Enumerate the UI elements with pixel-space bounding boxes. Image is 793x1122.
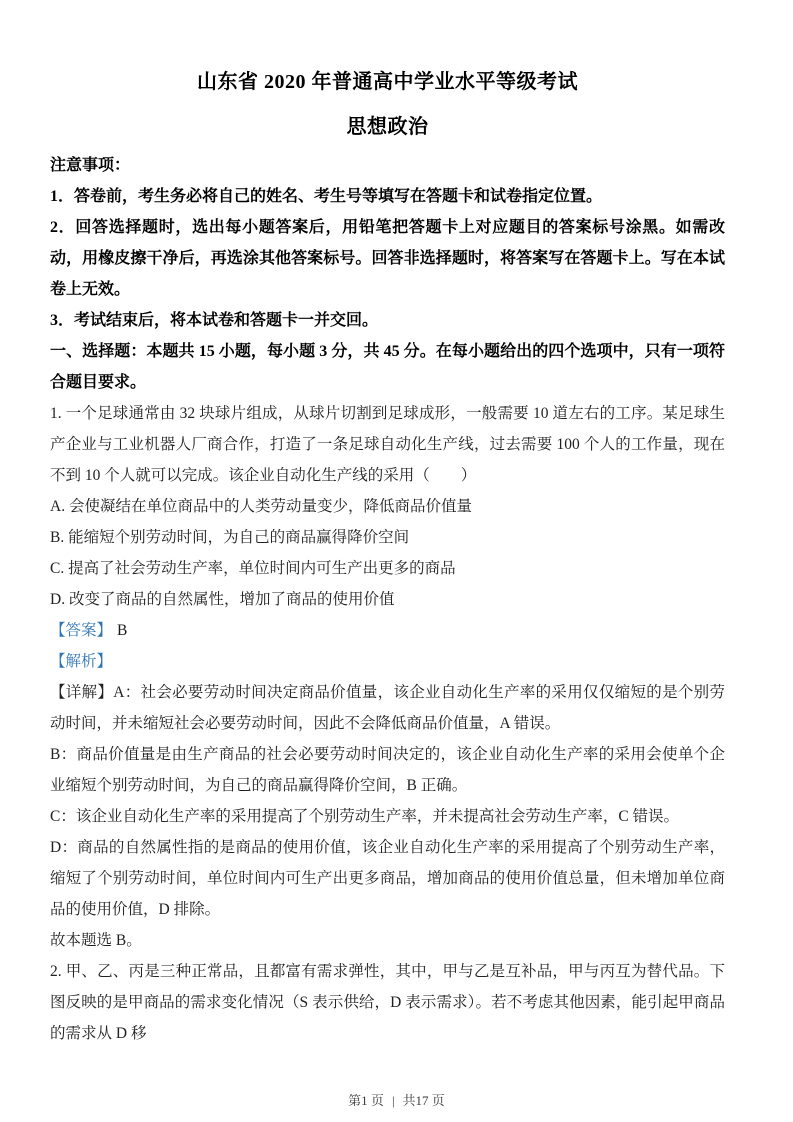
- question-1-stem: 1. 一个足球通常由 32 块球片组成，从球片切割到足球成形，一般需要 10 道左右的工序。某足球生产企业与工业机器人厂商合作，打造了一条足球自动化生产线，过去需要 100 个人的工作量，现在不到 10 个人就可以完成。该企业自动化生产线的采用（ ）: [50, 405, 725, 484]
- answer-label: 【答案】: [50, 622, 113, 639]
- detail-paragraph-c: C：该企业自动化生产率的采用提高了个别劳动生产率，并未提高社会劳动生产率，C 错误。: [50, 808, 680, 825]
- notice-heading: 注意事项：: [50, 157, 131, 174]
- question-1-option-a: A. 会使凝结在单位商品中的人类劳动量变少，降低商品价值量: [50, 498, 472, 515]
- exam-title: 山东省 2020 年普通高中学业水平等级考试: [197, 71, 578, 93]
- exam-subject: 思想政治: [346, 116, 429, 138]
- detail-text-a: A：社会必要劳动时间决定商品价值量，该企业自动化生产率的采用仅仅缩短的是个别劳动时间，并未缩短社会必要劳动时间，因此不会降低商品价值量，A 错误。: [50, 684, 725, 732]
- answer-value: B: [117, 622, 128, 639]
- analysis-label: 【解析】: [50, 653, 113, 670]
- analysis-line: [50, 646, 725, 677]
- notice-item-3: 3．考试结束后，将本试卷和答题卡一并交回。: [50, 312, 379, 329]
- answer-line: [50, 615, 725, 646]
- question-2-stem: 2. 甲、乙、丙是三种正常品，且都富有需求弹性，其中，甲与乙是互补品，甲与丙互为替代品。下图反映的是甲商品的需求变化情况（S 表示供给，D 表示需求）。若不考虑其他因素，能引起甲商品的需求从 D 移: [50, 963, 725, 1042]
- section-heading: 一、选择题：本题共 15 小题，每小题 3 分，共 45 分。在每小题给出的四个选项中，只有一项符合题目要求。: [50, 343, 725, 391]
- question-1-option-d: D. 改变了商品的自然属性，增加了商品的使用价值: [50, 591, 395, 608]
- page-footer: [0, 1090, 793, 1109]
- total-pages: 共17 页: [402, 1093, 445, 1108]
- question-1-option-c: C. 提高了社会劳动生产率，单位时间内可生产出更多的商品: [50, 560, 456, 577]
- page-number: 第1 页: [348, 1093, 384, 1108]
- question-1-option-b: B. 能缩短个别劳动时间，为自己的商品赢得降价空间: [50, 529, 410, 546]
- detail-paragraph-b: B：商品价值量是由生产商品的社会必要劳动时间决定的，该企业自动化生产率的采用会使单个企业缩短个别劳动时间，为自己的商品赢得降价空间，B 正确。: [50, 746, 725, 794]
- footer-separator: |: [391, 1093, 395, 1108]
- detail-paragraph-d: D：商品的自然属性指的是商品的使用价值，该企业自动化生产率的采用提高了个别劳动生产率，缩短了个别劳动时间，单位时间内可生产出更多商品，增加商品的使用价值总量，但未增加单位商品的使用价值，D 排除。: [50, 839, 725, 918]
- notice-item-2: 2．回答选择题时，选出每小题答案后，用铅笔把答题卡上对应题目的答案标号涂黑。如需改动，用橡皮擦干净后，再选涂其他答案标号。回答非选择题时，将答案写在答题卡上。写在本试卷上无效。: [50, 219, 725, 298]
- detail-paragraph-a: [50, 677, 725, 739]
- detail-conclusion: 故本题选 B。: [50, 932, 142, 949]
- notice-item-1: 1．答卷前，考生务必将自己的姓名、考生号等填写在答题卡和试卷指定位置。: [50, 188, 603, 205]
- detail-label: 【详解】: [50, 684, 114, 701]
